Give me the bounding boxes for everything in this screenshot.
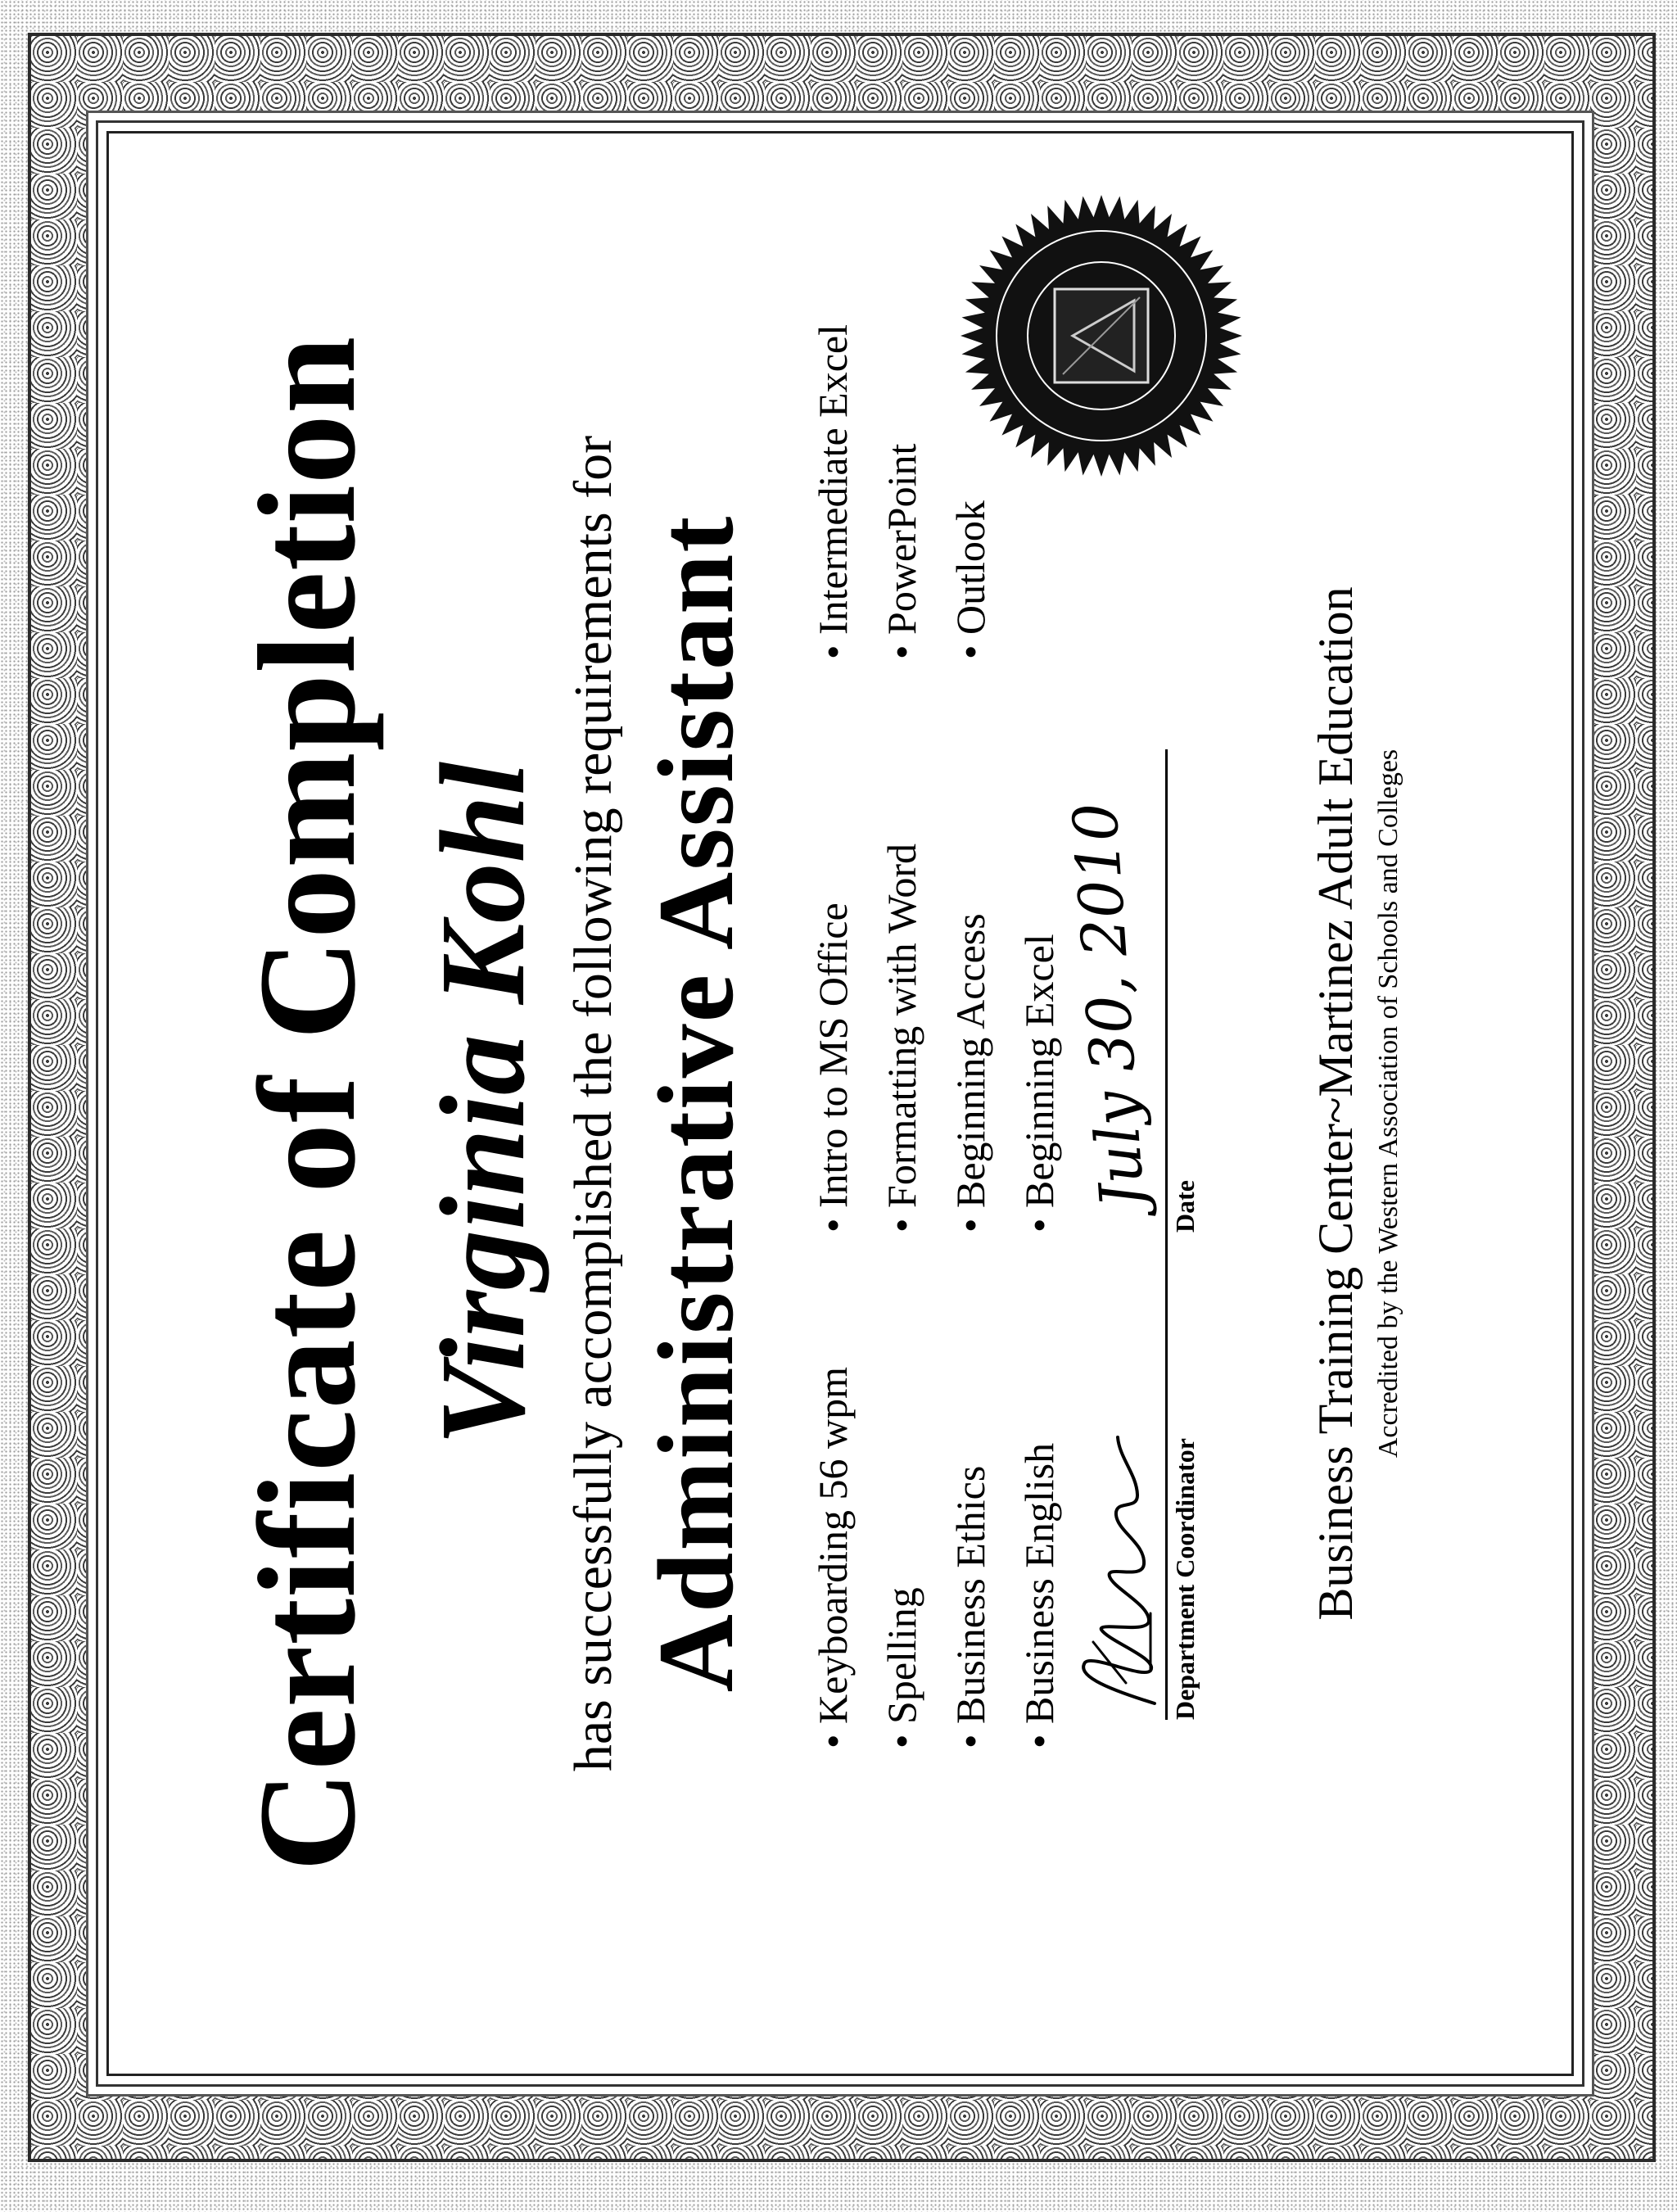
requirement-item: • Formatting with Word — [867, 844, 936, 1233]
requirement-item: • Intro to MS Office — [798, 844, 867, 1233]
signature-label: Department Coordinator — [1170, 1438, 1200, 1720]
requirement-item: • PowerPoint — [867, 324, 936, 659]
handwritten-signature — [1069, 1228, 1165, 1720]
date-block — [1060, 749, 1200, 1233]
requirement-item: • Intermediate Excel — [798, 324, 867, 659]
requirements-column-1 — [798, 1367, 1074, 1748]
certificate-title: Certificate of Completion — [230, 335, 384, 1872]
coordinator-signature-block — [1069, 1228, 1200, 1720]
completion-statement: has successfully accomplished the following requirements for — [563, 435, 623, 1772]
requirement-item: • Keyboarding 56 wpm — [798, 1367, 867, 1748]
issuing-institution: Business Training Center~Martinez Adult Education — [1309, 586, 1363, 1621]
requirements-column-2 — [798, 844, 1074, 1233]
date-line — [1165, 749, 1168, 1233]
requirement-item: • Business Ethics — [936, 1367, 1005, 1748]
requirement-item: • Outlook — [936, 324, 1005, 659]
requirement-item: • Beginning Access — [936, 844, 1005, 1233]
handwritten-date: July 30, 2010 — [1060, 800, 1159, 1210]
embossed-seal-icon — [958, 192, 1245, 479]
certificate-sheet — [143, 168, 1537, 2039]
date-label: Date — [1170, 1180, 1200, 1233]
requirement-item: • Beginning Excel — [1005, 844, 1074, 1233]
program-name: Administrative Assistant — [635, 514, 756, 1693]
requirement-item: • Business English — [1005, 1367, 1074, 1748]
signature-line — [1165, 1228, 1168, 1720]
accreditation-line: Accredited by the Western Association of Schools and Colleges — [1373, 749, 1404, 1459]
recipient-name: Virginia Kohl — [416, 762, 550, 1445]
requirement-item: • Spelling — [867, 1367, 936, 1748]
